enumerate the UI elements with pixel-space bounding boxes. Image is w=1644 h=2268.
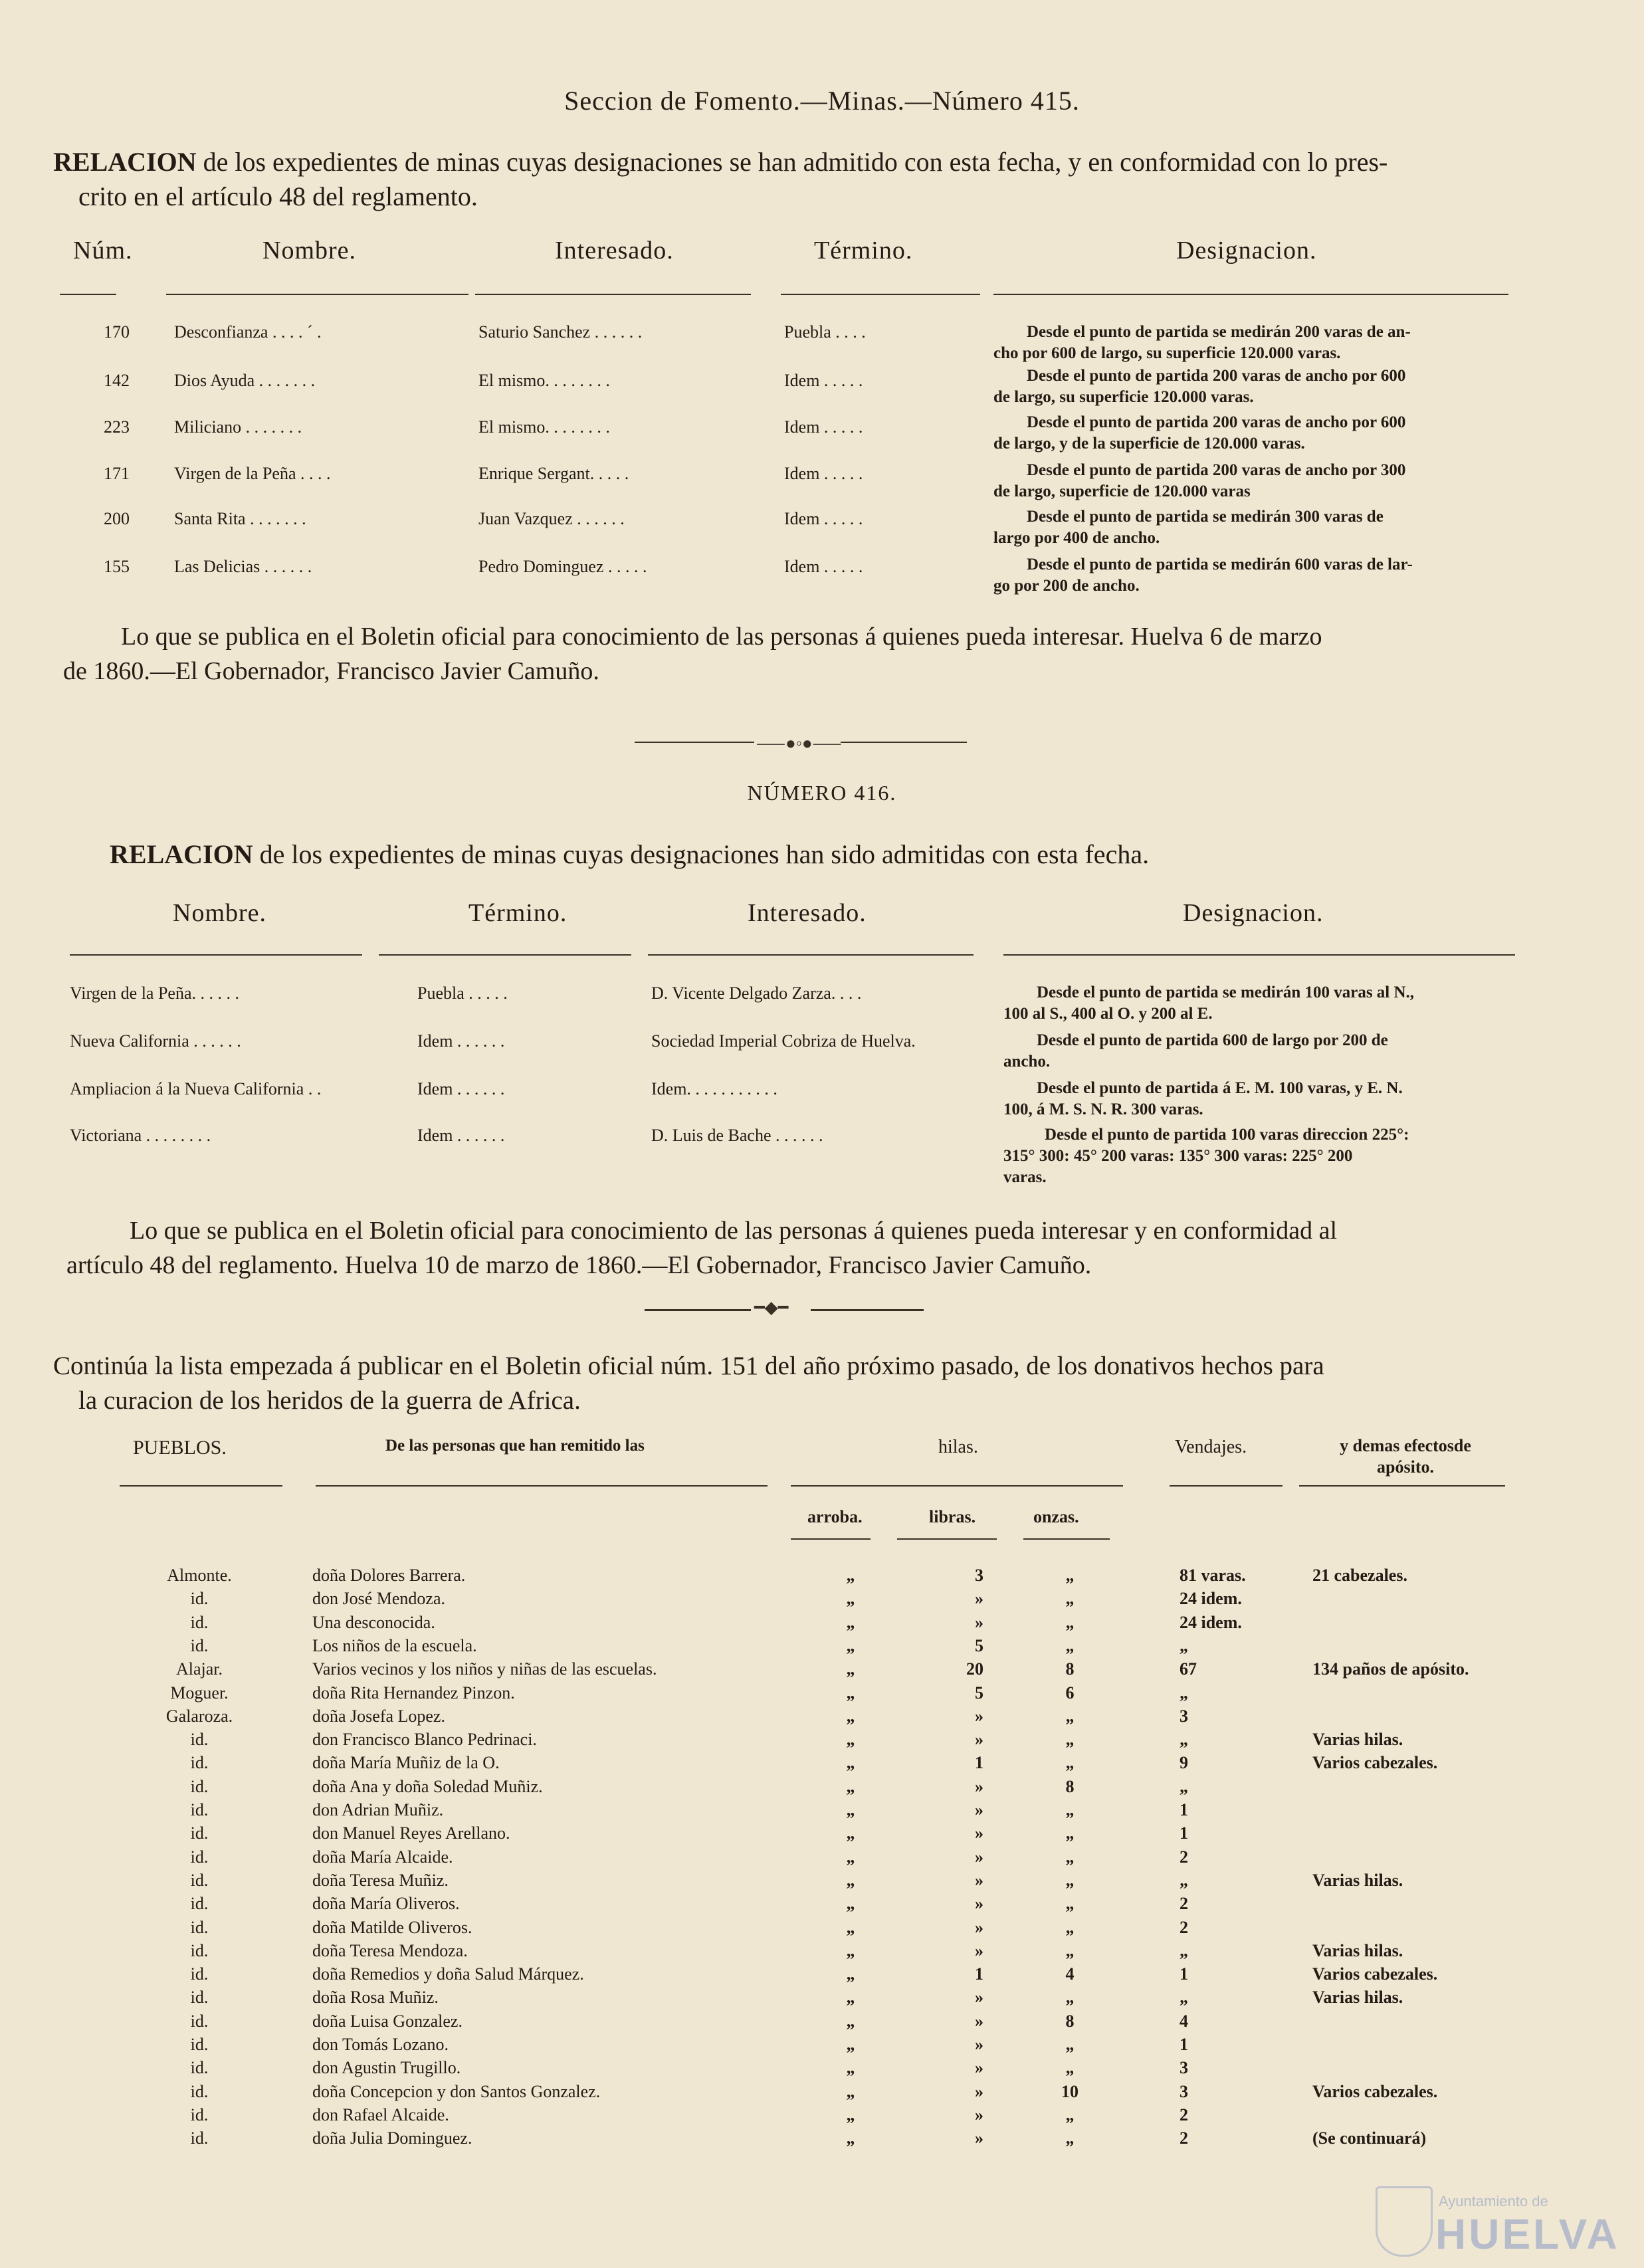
donation-pueblo: id. bbox=[190, 1589, 209, 1608]
donation-libras: 1 bbox=[975, 1753, 983, 1772]
donation-vendajes: 2 bbox=[1180, 2105, 1188, 2124]
donation-pueblo: Galaroza. bbox=[165, 1706, 233, 1726]
list416-termino: Idem . . . . . . bbox=[417, 1031, 505, 1051]
donation-onzas: „ bbox=[1065, 1847, 1075, 1867]
list416-rule bbox=[1003, 954, 1515, 956]
donation-libras: » bbox=[975, 1941, 983, 1960]
donation-demas: Varios cabezales. bbox=[1312, 2082, 1438, 2101]
donation-vendajes: 9 bbox=[1180, 1753, 1188, 1772]
donation-pueblo: id. bbox=[190, 2035, 209, 2054]
list415-designacion: Desde el punto de partida 200 varas de ancho por 600 bbox=[1027, 413, 1406, 431]
list415-designacion: Desde el punto de partida 200 varas de ancho por 600 bbox=[1027, 367, 1406, 385]
donations-rule bbox=[1170, 1485, 1283, 1487]
donation-libras: » bbox=[975, 2128, 983, 2148]
list415-designacion: de largo, y de la superficie de 120.000 varas. bbox=[993, 435, 1305, 453]
donation-onzas: „ bbox=[1065, 1800, 1075, 1819]
donation-libras: 5 bbox=[975, 1636, 983, 1655]
donation-libras: » bbox=[975, 1894, 983, 1913]
list415-num: 200 bbox=[104, 509, 130, 528]
list415-interesado: El mismo. . . . . . . . bbox=[478, 417, 610, 437]
list416-rule bbox=[379, 954, 631, 956]
donation-demas: Varias hilas. bbox=[1312, 1988, 1403, 2007]
list416-interesado: D. Luis de Bache . . . . . . bbox=[651, 1126, 823, 1145]
donation-persona: don José Mendoza. bbox=[312, 1589, 446, 1608]
donation-libras: » bbox=[975, 2058, 983, 2077]
donation-libras: » bbox=[975, 1871, 983, 1890]
ornament-flourish: ━◆━ bbox=[754, 1298, 789, 1317]
list415-designacion: Desde el punto de partida se medirán 600 varas de lar- bbox=[1027, 556, 1413, 573]
list416-nombre: Nueva California . . . . . . bbox=[70, 1031, 241, 1051]
donation-pueblo: Almonte. bbox=[167, 1566, 232, 1585]
donation-libras: 5 bbox=[975, 1683, 983, 1702]
list415-num: 171 bbox=[104, 464, 130, 483]
donation-vendajes: 4 bbox=[1180, 2011, 1188, 2031]
donation-demas: (Se continuará) bbox=[1312, 2128, 1427, 2148]
list415-interesado: Enrique Sergant. . . . . bbox=[478, 464, 629, 483]
list416-rule bbox=[70, 954, 362, 956]
donation-arroba: „ bbox=[846, 1918, 855, 1937]
donation-onzas: „ bbox=[1065, 1823, 1075, 1843]
list416-designacion: 315° 300: 45° 200 varas: 135° 300 varas: 225° 200 bbox=[1003, 1147, 1353, 1165]
donation-libras: » bbox=[975, 2082, 983, 2101]
donation-libras: » bbox=[975, 2105, 983, 2124]
list415-num: 155 bbox=[104, 557, 130, 576]
list415-rule bbox=[166, 294, 468, 295]
list416-closing-line1: Lo que se publica en el Boletin oficial para conocimiento de las personas á quienes pueda interesar y en conformidad al bbox=[130, 1217, 1338, 1245]
list415-designacion: cho por 600 de largo, su superficie 120.000 varas. bbox=[993, 344, 1341, 362]
donation-vendajes: „ bbox=[1180, 1871, 1188, 1890]
list416-number: NÚMERO 416. bbox=[747, 781, 897, 805]
donation-onzas: „ bbox=[1065, 1988, 1075, 2007]
section-title: Seccion de Fomento.—Minas.—Número 415. bbox=[564, 86, 1080, 116]
list416-interesado: Sociedad Imperial Cobriza de Huelva. bbox=[651, 1031, 916, 1051]
donation-onzas: „ bbox=[1065, 1589, 1075, 1608]
donation-arroba: „ bbox=[846, 1894, 855, 1913]
donations-rule bbox=[316, 1485, 768, 1487]
list415-nombre: Miliciano . . . . . . . bbox=[174, 417, 302, 437]
donations-header-libras: libras. bbox=[929, 1507, 976, 1526]
list416-designacion: ancho. bbox=[1003, 1053, 1051, 1071]
donation-onzas: „ bbox=[1065, 1706, 1075, 1726]
donation-persona: doña Josefa Lopez. bbox=[312, 1706, 445, 1726]
list415-termino: Puebla . . . . bbox=[784, 322, 866, 342]
donation-onzas: 6 bbox=[1065, 1683, 1075, 1702]
donation-demas: Varios cabezales. bbox=[1312, 1753, 1438, 1772]
list416-termino: Puebla . . . . . bbox=[417, 983, 508, 1003]
donation-libras: » bbox=[975, 1800, 983, 1819]
donation-onzas: 4 bbox=[1065, 1964, 1075, 1984]
donation-arroba: „ bbox=[846, 1847, 855, 1867]
donation-persona: Los niños de la escuela. bbox=[312, 1636, 477, 1655]
donation-libras: 1 bbox=[975, 1964, 983, 1984]
donation-pueblo: Moguer. bbox=[170, 1683, 229, 1702]
ornament-rule-left bbox=[645, 1309, 751, 1311]
donation-vendajes: „ bbox=[1180, 1941, 1188, 1960]
donations-header-onzas: onzas. bbox=[1033, 1507, 1079, 1526]
donation-vendajes: 81 varas. bbox=[1180, 1566, 1246, 1585]
list415-num: 142 bbox=[104, 371, 130, 390]
list416-closing-line2: artículo 48 del reglamento. Huelva 10 de marzo de 1860.—El Gobernador, Francisco Javier Camuño. bbox=[66, 1251, 1092, 1279]
donation-libras: » bbox=[975, 1589, 983, 1608]
list416-nombre: Virgen de la Peña. . . . . . bbox=[70, 983, 240, 1003]
donations-header-vendajes: Vendajes. bbox=[1175, 1437, 1247, 1457]
list415-rule bbox=[781, 294, 980, 295]
list415-intro-lead: RELACION bbox=[53, 147, 197, 177]
list416-intro-text: de los expedientes de minas cuyas designaciones han sido admitidas con esta fecha. bbox=[253, 839, 1150, 869]
donation-onzas: „ bbox=[1065, 1730, 1075, 1749]
list416-nombre: Victoriana . . . . . . . . bbox=[70, 1126, 211, 1145]
donations-header-personas: De las personas que han remitido las bbox=[385, 1437, 645, 1455]
donation-persona: doña Rosa Muñiz. bbox=[312, 1988, 439, 2007]
donation-arroba: „ bbox=[846, 1823, 855, 1843]
donation-arroba: „ bbox=[846, 2082, 855, 2101]
donation-persona: doña María Alcaide. bbox=[312, 1847, 453, 1867]
donation-onzas: „ bbox=[1065, 1918, 1075, 1937]
donations-header-demas bbox=[1299, 1435, 1512, 1478]
list415-designacion: Desde el punto de partida se medirán 200 varas de an- bbox=[1027, 323, 1411, 341]
donation-persona: Varios vecinos y los niños y niñas de las escuelas. bbox=[312, 1659, 657, 1679]
ornament-rule-right bbox=[841, 742, 967, 743]
donation-arroba: „ bbox=[846, 1636, 855, 1655]
list415-num: 223 bbox=[104, 417, 130, 437]
donation-arroba: „ bbox=[846, 2058, 855, 2077]
donation-vendajes: 24 idem. bbox=[1180, 1589, 1242, 1608]
donation-persona: doña Julia Dominguez. bbox=[312, 2128, 472, 2148]
donation-vendajes: 3 bbox=[1180, 1706, 1188, 1726]
donation-onzas: „ bbox=[1065, 2128, 1075, 2148]
list415-closing-line1: Lo que se publica en el Boletin oficial para conocimiento de las personas á quienes pueda interesar. Huelva 6 de marzo bbox=[121, 623, 1322, 651]
donation-pueblo: id. bbox=[190, 2058, 209, 2077]
donation-persona: doña Matilde Oliveros. bbox=[312, 1918, 472, 1937]
list415-designacion: go por 200 de ancho. bbox=[993, 577, 1140, 595]
list416-termino: Idem . . . . . . bbox=[417, 1079, 505, 1098]
list415-nombre: Desconfianza . . . . ´ . bbox=[174, 322, 322, 342]
donation-pueblo: id. bbox=[190, 1941, 209, 1960]
donation-arroba: „ bbox=[846, 1964, 855, 1984]
list415-header-num: Núm. bbox=[73, 237, 133, 264]
list415-interesado: Juan Vazquez . . . . . . bbox=[478, 509, 625, 528]
list415-termino: Idem . . . . . bbox=[784, 509, 863, 528]
list416-header-termino: Término. bbox=[468, 899, 567, 927]
donation-onzas: „ bbox=[1065, 1566, 1075, 1585]
list415-header-interesado: Interesado. bbox=[555, 237, 674, 264]
donations-header-hilas: hilas. bbox=[938, 1437, 978, 1457]
donations-rule bbox=[791, 1485, 1123, 1487]
donation-arroba: „ bbox=[846, 1730, 855, 1749]
donation-vendajes: 2 bbox=[1180, 1894, 1188, 1913]
list415-intro-line2: crito en el artículo 48 del reglamento. bbox=[78, 181, 478, 211]
list415-closing-line2: de 1860.—El Gobernador, Francisco Javier Camuño. bbox=[63, 657, 599, 685]
list416-designacion: Desde el punto de partida 100 varas direccion 225°: bbox=[1045, 1126, 1409, 1144]
donation-persona: Una desconocida. bbox=[312, 1613, 435, 1632]
donation-onzas: „ bbox=[1065, 1753, 1075, 1772]
donations-header-arroba: arroba. bbox=[807, 1507, 863, 1526]
list415-nombre: Santa Rita . . . . . . . bbox=[174, 509, 306, 528]
donation-arroba: „ bbox=[846, 1706, 855, 1726]
donation-onzas: 8 bbox=[1065, 1659, 1075, 1679]
donation-vendajes: 1 bbox=[1180, 1800, 1188, 1819]
donation-vendajes: 3 bbox=[1180, 2058, 1188, 2077]
donations-header-demas-line2: apósito. bbox=[1377, 1457, 1434, 1477]
list415-intro-text: de los expedientes de minas cuyas designaciones se han admitido con esta fecha, y en conformidad con lo pres- bbox=[196, 147, 1388, 177]
donation-persona: doña Remedios y doña Salud Márquez. bbox=[312, 1964, 584, 1984]
donation-onzas: „ bbox=[1065, 1636, 1075, 1655]
donations-subrule bbox=[791, 1538, 871, 1540]
donation-arroba: „ bbox=[846, 1566, 855, 1585]
ornament-flourish: ⸺●◦●⸺ bbox=[756, 734, 842, 753]
donation-vendajes: „ bbox=[1180, 1777, 1188, 1796]
donations-subrule bbox=[897, 1538, 997, 1540]
donation-demas: 134 paños de apósito. bbox=[1312, 1659, 1469, 1679]
list416-designacion: 100 al S., 400 al O. y 200 al E. bbox=[1003, 1005, 1213, 1023]
donation-pueblo: Alajar. bbox=[175, 1659, 223, 1679]
donations-intro-line1: Continúa la lista empezada á publicar en el Boletin oficial núm. 151 del año próximo pasado, de los donativos hechos para bbox=[53, 1352, 1324, 1380]
donation-pueblo: id. bbox=[190, 1730, 209, 1749]
donation-vendajes: 1 bbox=[1180, 1823, 1188, 1843]
list415-header-nombre: Nombre. bbox=[262, 237, 357, 264]
watermark-shield-icon bbox=[1376, 2186, 1433, 2257]
donation-persona: doña Rita Hernandez Pinzon. bbox=[312, 1683, 515, 1702]
donation-arroba: „ bbox=[846, 1589, 855, 1608]
donation-arroba: „ bbox=[846, 1659, 855, 1679]
list415-interesado: Pedro Dominguez . . . . . bbox=[478, 557, 647, 576]
donation-pueblo: id. bbox=[190, 1894, 209, 1913]
donation-vendajes: 67 bbox=[1180, 1659, 1197, 1679]
donation-pueblo: id. bbox=[190, 2011, 209, 2031]
donation-persona: don Francisco Blanco Pedrinaci. bbox=[312, 1730, 537, 1749]
donation-onzas: „ bbox=[1065, 2105, 1075, 2124]
list415-rule bbox=[475, 294, 751, 295]
donation-onzas: 8 bbox=[1065, 1777, 1075, 1796]
donation-vendajes: 3 bbox=[1180, 2082, 1188, 2101]
list416-intro bbox=[110, 839, 1149, 870]
list415-rule bbox=[993, 294, 1508, 295]
list415-rule bbox=[60, 294, 116, 295]
donation-pueblo: id. bbox=[190, 2082, 209, 2101]
list416-interesado: Idem. . . . . . . . . . . bbox=[651, 1079, 777, 1098]
ornament-rule-left bbox=[635, 742, 754, 743]
list416-designacion: varas. bbox=[1003, 1168, 1047, 1186]
list416-designacion: 100, á M. S. N. R. 300 varas. bbox=[1003, 1100, 1203, 1118]
donation-demas: Varias hilas. bbox=[1312, 1730, 1403, 1749]
donation-demas: Varios cabezales. bbox=[1312, 1964, 1438, 1984]
donation-vendajes: „ bbox=[1180, 1988, 1188, 2007]
donation-arroba: „ bbox=[846, 1988, 855, 2007]
donations-intro-line2: la curacion de los heridos de la guerra de Africa. bbox=[78, 1386, 581, 1415]
donation-arroba: „ bbox=[846, 2128, 855, 2148]
list415-header-designacion: Designacion. bbox=[1176, 237, 1317, 264]
list415-designacion: Desde el punto de partida 200 varas de ancho por 300 bbox=[1027, 461, 1406, 479]
donation-persona: doña Teresa Mendoza. bbox=[312, 1941, 468, 1960]
donation-libras: 20 bbox=[966, 1659, 983, 1679]
list415-termino: Idem . . . . . bbox=[784, 417, 863, 437]
list415-nombre: Virgen de la Peña . . . . bbox=[174, 464, 331, 483]
list416-header-designacion: Designacion. bbox=[1183, 899, 1324, 927]
donation-persona: don Manuel Reyes Arellano. bbox=[312, 1823, 510, 1843]
list415-designacion: de largo, su superficie 120.000 varas. bbox=[993, 388, 1254, 406]
list415-termino: Idem . . . . . bbox=[784, 464, 863, 483]
donation-libras: » bbox=[975, 2011, 983, 2031]
donation-persona: doña María Oliveros. bbox=[312, 1894, 460, 1913]
list415-intro-line1 bbox=[53, 146, 1387, 177]
donation-pueblo: id. bbox=[190, 1823, 209, 1843]
donation-demas: 21 cabezales. bbox=[1312, 1566, 1407, 1585]
donation-pueblo: id. bbox=[190, 1871, 209, 1890]
donation-vendajes: 1 bbox=[1180, 2035, 1188, 2054]
donation-libras: » bbox=[975, 1613, 983, 1632]
list416-interesado: D. Vicente Delgado Zarza. . . . bbox=[651, 983, 862, 1003]
list416-intro-lead: RELACION bbox=[110, 839, 253, 869]
list415-num: 170 bbox=[104, 322, 130, 342]
list415-termino: Idem . . . . . bbox=[784, 371, 863, 390]
list415-designacion: Desde el punto de partida se medirán 300 varas de bbox=[1027, 508, 1384, 526]
list416-nombre: Ampliacion á la Nueva California . . bbox=[70, 1079, 322, 1098]
donation-persona: don Rafael Alcaide. bbox=[312, 2105, 449, 2124]
donation-pueblo: id. bbox=[190, 1636, 209, 1655]
donation-pueblo: id. bbox=[190, 2105, 209, 2124]
donation-vendajes: 2 bbox=[1180, 1918, 1188, 1937]
donation-persona: doña Luisa Gonzalez. bbox=[312, 2011, 462, 2031]
donation-onzas: 10 bbox=[1061, 2082, 1079, 2101]
donation-vendajes: 2 bbox=[1180, 2128, 1188, 2148]
donations-rule bbox=[1299, 1485, 1505, 1487]
list415-termino: Idem . . . . . bbox=[784, 557, 863, 576]
donation-persona: doña Dolores Barrera. bbox=[312, 1566, 466, 1585]
donation-onzas: „ bbox=[1065, 1613, 1075, 1632]
donation-demas: Varias hilas. bbox=[1312, 1941, 1403, 1960]
donation-vendajes: 24 idem. bbox=[1180, 1613, 1242, 1632]
list416-designacion: Desde el punto de partida á E. M. 100 varas, y E. N. bbox=[1037, 1079, 1403, 1097]
donation-pueblo: id. bbox=[190, 2128, 209, 2148]
donation-libras: » bbox=[975, 1918, 983, 1937]
donation-vendajes: „ bbox=[1180, 1636, 1188, 1655]
donation-onzas: „ bbox=[1065, 1941, 1075, 1960]
list416-termino: Idem . . . . . . bbox=[417, 1126, 505, 1145]
list415-nombre: Dios Ayuda . . . . . . . bbox=[174, 371, 316, 390]
list416-header-nombre: Nombre. bbox=[173, 899, 267, 927]
donation-demas: Varias hilas. bbox=[1312, 1871, 1403, 1890]
donations-subrule bbox=[1023, 1538, 1110, 1540]
donation-persona: don Tomás Lozano. bbox=[312, 2035, 449, 2054]
donation-libras: 3 bbox=[975, 1566, 983, 1585]
list415-designacion: largo por 400 de ancho. bbox=[993, 529, 1160, 547]
donation-arroba: „ bbox=[846, 1941, 855, 1960]
donations-header-demas-line1: y demas efectosde bbox=[1340, 1436, 1471, 1455]
donation-onzas: „ bbox=[1065, 1894, 1075, 1913]
list416-designacion: Desde el punto de partida se medirán 100 varas al N., bbox=[1037, 983, 1415, 1001]
donation-libras: » bbox=[975, 1706, 983, 1726]
list415-nombre: Las Delicias . . . . . . bbox=[174, 557, 312, 576]
donation-arroba: „ bbox=[846, 2011, 855, 2031]
donation-pueblo: id. bbox=[190, 1847, 209, 1867]
donation-persona: doña Concepcion y don Santos Gonzalez. bbox=[312, 2082, 601, 2101]
donation-arroba: „ bbox=[846, 1800, 855, 1819]
donation-pueblo: id. bbox=[190, 1800, 209, 1819]
donation-vendajes: „ bbox=[1180, 1683, 1188, 1702]
donation-persona: doña María Muñiz de la O. bbox=[312, 1753, 500, 1772]
donation-persona: don Adrian Muñiz. bbox=[312, 1800, 444, 1819]
donation-arroba: „ bbox=[846, 2105, 855, 2124]
donation-arroba: „ bbox=[846, 1753, 855, 1772]
donations-header-pueblos: PUEBLOS. bbox=[133, 1437, 227, 1459]
donation-libras: » bbox=[975, 2035, 983, 2054]
donation-libras: » bbox=[975, 1988, 983, 2007]
donation-libras: » bbox=[975, 1847, 983, 1867]
list416-designacion: Desde el punto de partida 600 de largo por 200 de bbox=[1037, 1031, 1388, 1049]
donation-libras: » bbox=[975, 1777, 983, 1796]
donation-pueblo: id. bbox=[190, 1988, 209, 2007]
donation-persona: don Agustin Trugillo. bbox=[312, 2058, 461, 2077]
list415-designacion: de largo, superficie de 120.000 varas bbox=[993, 482, 1251, 500]
donation-arroba: „ bbox=[846, 1871, 855, 1890]
donation-arroba: „ bbox=[846, 1777, 855, 1796]
donation-arroba: „ bbox=[846, 1683, 855, 1702]
watermark-line2: HUELVA bbox=[1435, 2210, 1620, 2258]
donation-onzas: „ bbox=[1065, 2058, 1075, 2077]
donation-pueblo: id. bbox=[190, 1613, 209, 1632]
donation-onzas: 8 bbox=[1065, 2011, 1075, 2031]
donation-pueblo: id. bbox=[190, 1777, 209, 1796]
donation-persona: doña Ana y doña Soledad Muñiz. bbox=[312, 1777, 543, 1796]
list415-header-termino: Término. bbox=[814, 237, 913, 264]
donation-onzas: „ bbox=[1065, 2035, 1075, 2054]
donation-pueblo: id. bbox=[190, 1753, 209, 1772]
donation-onzas: „ bbox=[1065, 1871, 1075, 1890]
list416-header-interesado: Interesado. bbox=[748, 899, 867, 927]
list415-interesado: El mismo. . . . . . . . bbox=[478, 371, 610, 390]
donation-libras: » bbox=[975, 1730, 983, 1749]
watermark-line1: Ayuntamiento de bbox=[1439, 2193, 1548, 2210]
donation-libras: » bbox=[975, 1823, 983, 1843]
list416-rule bbox=[648, 954, 974, 956]
donation-pueblo: id. bbox=[190, 1918, 209, 1937]
donation-arroba: „ bbox=[846, 1613, 855, 1632]
donations-rule bbox=[120, 1485, 282, 1487]
donation-pueblo: id. bbox=[190, 1964, 209, 1984]
donation-vendajes: „ bbox=[1180, 1730, 1188, 1749]
donation-vendajes: 2 bbox=[1180, 1847, 1188, 1867]
donation-arroba: „ bbox=[846, 2035, 855, 2054]
ornament-rule-right bbox=[811, 1309, 924, 1311]
donation-vendajes: 1 bbox=[1180, 1964, 1188, 1984]
list415-interesado: Saturio Sanchez . . . . . . bbox=[478, 322, 643, 342]
donation-persona: doña Teresa Muñiz. bbox=[312, 1871, 449, 1890]
